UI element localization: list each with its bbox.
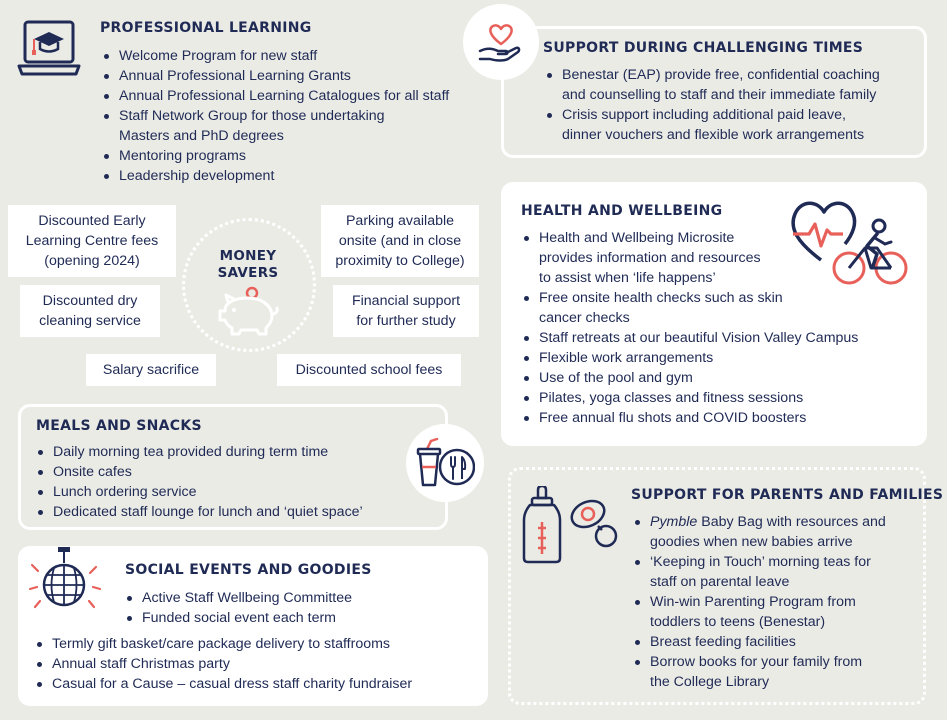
dry-cleaning-box [20, 285, 160, 337]
health-wellbeing-list [522, 228, 922, 428]
list-item: Crisis support including additional paid leave, [545, 105, 925, 125]
list-item-continuation: provides information and resources [539, 250, 761, 266]
social-events-top-list [125, 588, 475, 628]
parents-families-list [633, 512, 923, 692]
social-events-bottom-list [35, 634, 485, 694]
dry-cleaning-line: cleaning service [39, 313, 141, 329]
list-item: Borrow books for your family from [633, 652, 923, 672]
list-item-continuation: cancer checks [539, 310, 630, 326]
money-savers-title [208, 248, 288, 282]
list-item: Annual Professional Learning Catalogues for all staff [102, 86, 502, 106]
cup-cutlery-icon [406, 424, 484, 502]
early-learning-line: (opening 2024) [44, 253, 140, 269]
health-wellbeing-title: HEALTH AND WELLBEING [521, 203, 723, 219]
list-item: Staff Network Group for those undertaking [102, 106, 502, 126]
early-learning-line: Learning Centre fees [25, 233, 159, 249]
pymble-italic: Pymble [650, 514, 698, 530]
support-challenging-list [545, 65, 925, 145]
heart-hand-icon [463, 4, 539, 80]
parking-line: proximity to College) [335, 253, 465, 269]
meals-snacks-list [36, 442, 416, 522]
list-item: Staff retreats at our beautiful Vision Valley Campus [522, 328, 922, 348]
list-item: Use of the pool and gym [522, 368, 922, 388]
list-item: Benestar (EAP) provide free, confidential coaching [545, 65, 925, 85]
list-item: Annual staff Christmas party [35, 654, 485, 674]
meals-snacks-title: MEALS AND SNACKS [36, 418, 202, 434]
list-item: Lunch ordering service [36, 482, 416, 502]
dry-cleaning-line: Discounted dry [42, 293, 138, 309]
list-item-continuation: the College Library [650, 674, 770, 690]
list-item: Daily morning tea provided during term time [36, 442, 416, 462]
list-item-continuation: to assist when ‘life happens’ [539, 270, 716, 286]
parents-families-title: SUPPORT FOR PARENTS AND FAMILIES [631, 487, 944, 503]
list-item: Health and Wellbeing Microsite [522, 228, 922, 248]
list-item: Dedicated staff lounge for lunch and ‘quiet space’ [36, 502, 416, 522]
salary-sacrifice-box [86, 354, 216, 386]
list-item: Mentoring programs [102, 146, 502, 166]
list-item-continuation: toddlers to teens (Benestar) [650, 614, 826, 630]
list-item: Win-win Parenting Program from [633, 592, 923, 612]
list-item: Welcome Program for new staff [102, 46, 502, 66]
school-fees-label: Discounted school fees [295, 362, 443, 378]
financial-support-line: Financial support [351, 293, 461, 309]
salary-sacrifice-label: Salary sacrifice [102, 362, 200, 378]
parking-line: Parking available [345, 213, 455, 229]
list-item: ‘Keeping in Touch’ morning teas for [633, 552, 923, 572]
list-item-text: Baby Bag with resources and [697, 514, 886, 530]
piggy-bank-icon [216, 286, 282, 338]
early-learning-line: Discounted Early [38, 213, 146, 229]
disco-ball-icon [26, 545, 104, 617]
financial-support-box [333, 285, 479, 337]
parking-line: onsite (and in close [338, 233, 462, 249]
social-events-title: SOCIAL EVENTS AND GOODIES [125, 562, 372, 578]
money-savers-title-line: MONEY [219, 248, 277, 264]
list-item: Onsite cafes [36, 462, 416, 482]
baby-bottle-pacifier-icon [516, 486, 624, 566]
list-item: Leadership development [102, 166, 502, 186]
list-item: Annual Professional Learning Grants [102, 66, 502, 86]
financial-support-line: for further study [356, 313, 456, 329]
laptop-graduation-icon [16, 16, 82, 82]
list-item: Termly gift basket/care package delivery to staffrooms [35, 634, 485, 654]
list-item: Free onsite health checks such as skin [522, 288, 922, 308]
list-item [633, 512, 923, 532]
early-learning-box [8, 205, 176, 277]
money-savers-title-line: SAVERS [217, 265, 279, 281]
list-item: Funded social event each term [125, 608, 475, 628]
list-item: Pilates, yoga classes and fitness sessions [522, 388, 922, 408]
list-item: Casual for a Cause – casual dress staff charity fundraiser [35, 674, 485, 694]
list-item: Breast feeding facilities [633, 632, 923, 652]
list-item-continuation: dinner vouchers and flexible work arrangements [562, 127, 865, 143]
support-challenging-title: SUPPORT DURING CHALLENGING TIMES [543, 40, 864, 56]
school-fees-box [277, 354, 461, 386]
list-item: Active Staff Wellbeing Committee [125, 588, 475, 608]
list-item-continuation: staff on parental leave [650, 574, 790, 590]
list-item-continuation: Masters and PhD degrees [119, 128, 284, 144]
list-item: Free annual flu shots and COVID boosters [522, 408, 922, 428]
list-item-continuation: and counselling to staff and their immediate family [562, 87, 877, 103]
list-item-continuation: goodies when new babies arrive [650, 534, 853, 550]
parking-box [321, 205, 479, 277]
professional-learning-title: PROFESSIONAL LEARNING [100, 20, 312, 36]
professional-learning-list [102, 46, 502, 186]
list-item: Flexible work arrangements [522, 348, 922, 368]
